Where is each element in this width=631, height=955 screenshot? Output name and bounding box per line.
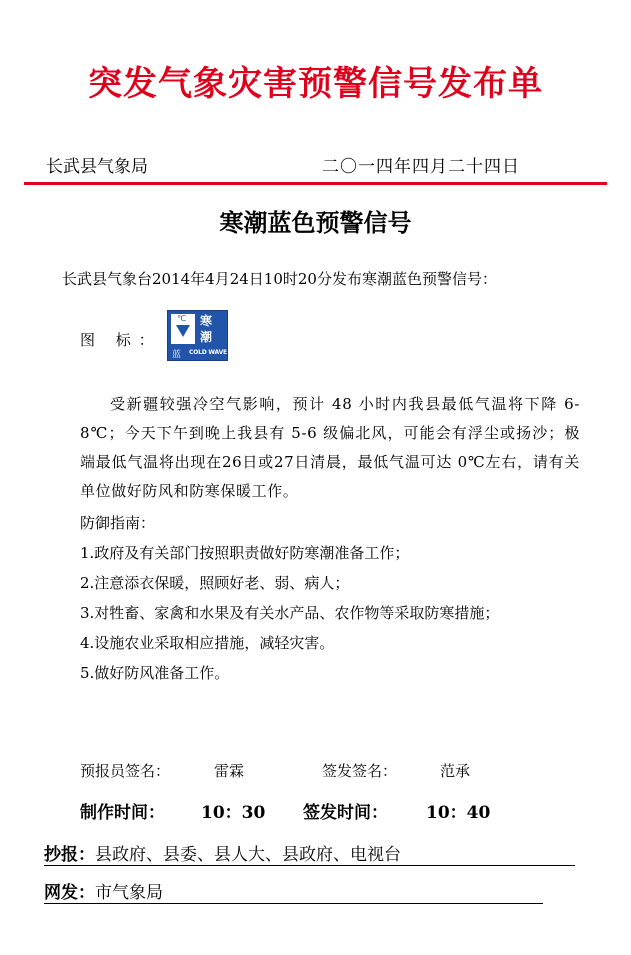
cold-wave-blue-icon (167, 310, 228, 361)
issued-time-label: 签发时间： (303, 803, 388, 823)
celsius-unit: ℃ (177, 314, 186, 323)
web-line (44, 878, 543, 904)
web-recipient: 市气象局 (95, 883, 163, 903)
signal-title: 寒潮蓝色预警信号 (219, 208, 412, 237)
guidance-item: 3.对牲畜、家禽和水果及有关水产品、农作物等采取防寒措施； (80, 604, 500, 622)
announcement-text: 长武县气象台2014年4月24日10时20分发布寒潮蓝色预警信号： (62, 270, 497, 288)
red-divider (24, 182, 607, 185)
made-time: 10：30 (201, 803, 266, 823)
body-paragraph: 受新疆较强冷空气影响，预计 48 小时内我县最低气温将下降 6-8℃；今天下午到晚上我县有 5-6 级偏北风，可能会有浮尘或扬沙；极端最低气温将出现在26日或27日清晨，最低气温可达 0℃左右，请有关单位做好防风和防寒保暖工作。 (80, 395, 580, 500)
icon-char-bottom: 潮 (200, 330, 213, 344)
guidance-item: 5.做好防风准备工作。 (80, 664, 230, 682)
document-title: 突发气象灾害预警信号发布单 (88, 64, 543, 104)
guidance-item: 4.设施农业采取相应措施，减轻灾害。 (80, 634, 335, 652)
guidance-item: 1.政府及有关部门按照职责做好防寒潮准备工作； (80, 544, 410, 562)
icon-english: COLD WAVE (189, 349, 227, 356)
web-label: 网发： (44, 883, 95, 903)
forecaster-name: 雷霖 (214, 762, 245, 780)
guidance-item: 2.注意添衣保暖，照顾好老、弱、病人； (80, 574, 350, 592)
cc-line (44, 840, 575, 866)
forecaster-label: 预报员签名： (80, 762, 171, 780)
cc-recipients: 县政府、县委、县人大、县政府、电视台 (95, 845, 401, 865)
cc-label: 抄报： (44, 845, 95, 865)
icon-level: 蓝 (172, 350, 182, 360)
down-arrow-icon (176, 325, 190, 337)
icon-char-top: 寒 (200, 314, 213, 328)
approver-label: 签发签名： (322, 762, 398, 780)
issue-date: 二〇一四年四月二十四日 (322, 157, 520, 177)
issuer-name: 长武县气象局 (46, 157, 148, 177)
made-time-label: 制作时间： (80, 803, 165, 823)
issued-time: 10：40 (426, 803, 491, 823)
icon-label: 图 标： (80, 331, 162, 349)
approver-name: 范承 (440, 762, 471, 780)
guidance-heading: 防御指南： (80, 514, 156, 532)
guidance-list (80, 538, 499, 688)
